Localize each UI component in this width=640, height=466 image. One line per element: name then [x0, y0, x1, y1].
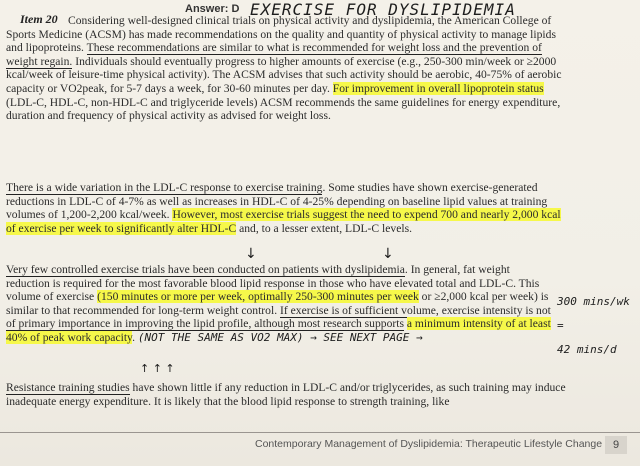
paragraph-ldl-variation: [6, 181, 566, 235]
text-span: (LDL-C, HDL-C, non-HDL-C and triglyceride levels) ACSM recommends the same guidelines for energy expenditure, duration and frequency of physical activity as advised for weight loss.: [6, 95, 561, 123]
underlined-text: Very few controlled exercise trials have been conducted on patients with dyslipidemia: [6, 263, 405, 276]
underlined-text: There is a wide variation in the LDL-C response to exercise training: [6, 181, 323, 194]
text-span: . In general, fat weight reduction is required for the most favorable blood lipid response in those who have elevated total and LDL-C. This volume of exercise: [6, 263, 540, 304]
highlighted-text: (150 minutes or more per week, optimally 250-300 minutes per week: [97, 290, 419, 304]
highlighted-text: However, most exercise trials suggest the need to expend 700 and nearly 2,000 kcal of exercise per week to significantly alter HDL-C: [6, 208, 561, 235]
text-span: .: [132, 330, 138, 344]
text-span: Individuals should eventually progress to higher amounts of exercise (e.g., 250-300 min/week or ≥2000 kcal/week of leisure-time physical activity). The ACSM advises that such activity should be aerobic, 40-75% of aerobic capacity or VO2peak, for 5-7 days a week, for 30-60 minutes per day.: [6, 54, 562, 95]
margin-note-line: 300 mins/wk =: [557, 295, 630, 332]
footer-title: Contemporary Management of Dyslipidemia: Therapeutic Lifestyle Change: [255, 438, 603, 450]
down-arrow-mark: ↓: [382, 246, 394, 262]
text-span: and, to a lesser extent, LDL-C levels.: [236, 221, 412, 235]
highlighted-text: For improvement in overall lipoprotein status: [332, 81, 544, 95]
answer-label: Answer: D: [185, 3, 240, 15]
handwritten-title: EXERCISE FOR DYSLIPIDEMIA: [250, 0, 516, 19]
down-arrow-mark: ↓: [245, 246, 257, 262]
margin-note-line: 42 mins/d: [557, 343, 617, 356]
text-span: or ≥2,000 kcal per week) is similar to that recommended for long-term weight control.: [6, 290, 549, 317]
footer-divider: [0, 432, 640, 433]
highlighted-text: a minimum intensity of at least 40% of peak work capacity: [6, 317, 551, 344]
up-arrow-mark: ↑ ↑ ↑: [140, 362, 175, 375]
underlined-text: These recommendations are similar to what is recommended for weight loss and the prevention of weight regain.: [6, 41, 542, 68]
text-span: . Some studies have shown exercise-generated reductions in LDL-C of 4-7% as well as increases in HDL-C of 4-25% depending on baseline lipid values at training volumes of 1,200-2,200 kcal/week.: [6, 181, 548, 222]
text-span: Considering well-designed clinical trials on physical activity and dyslipidemia, the American College of Sports Medicine (ACSM) has made recommendations on the quality and quantity of physical activity to manage lipids and lipoproteins.: [6, 14, 556, 55]
item-label: Item 20: [20, 12, 58, 26]
page-number: 9: [605, 436, 627, 454]
paragraph-resistance-training: [6, 381, 566, 408]
handwritten-inline-note: (NOT THE SAME AS VO2 MAX) → SEE NEXT PAGE →: [137, 330, 423, 344]
margin-note: [557, 290, 640, 362]
underlined-text: If exercise is of sufficient volume, exercise intensity is not of primary importance in improving the lipid profile, although most research supports: [6, 303, 551, 331]
paragraph-acsm: [6, 14, 566, 123]
paragraph-controlled-trials: [6, 263, 554, 345]
text-span: have shown little if any reduction in LDL-C and/or triglycerides, as such training may induce inadequate energy expenditure. It is likely that the blood lipid response to strength training, like: [6, 381, 566, 408]
underlined-text: Resistance training studies: [6, 381, 130, 394]
